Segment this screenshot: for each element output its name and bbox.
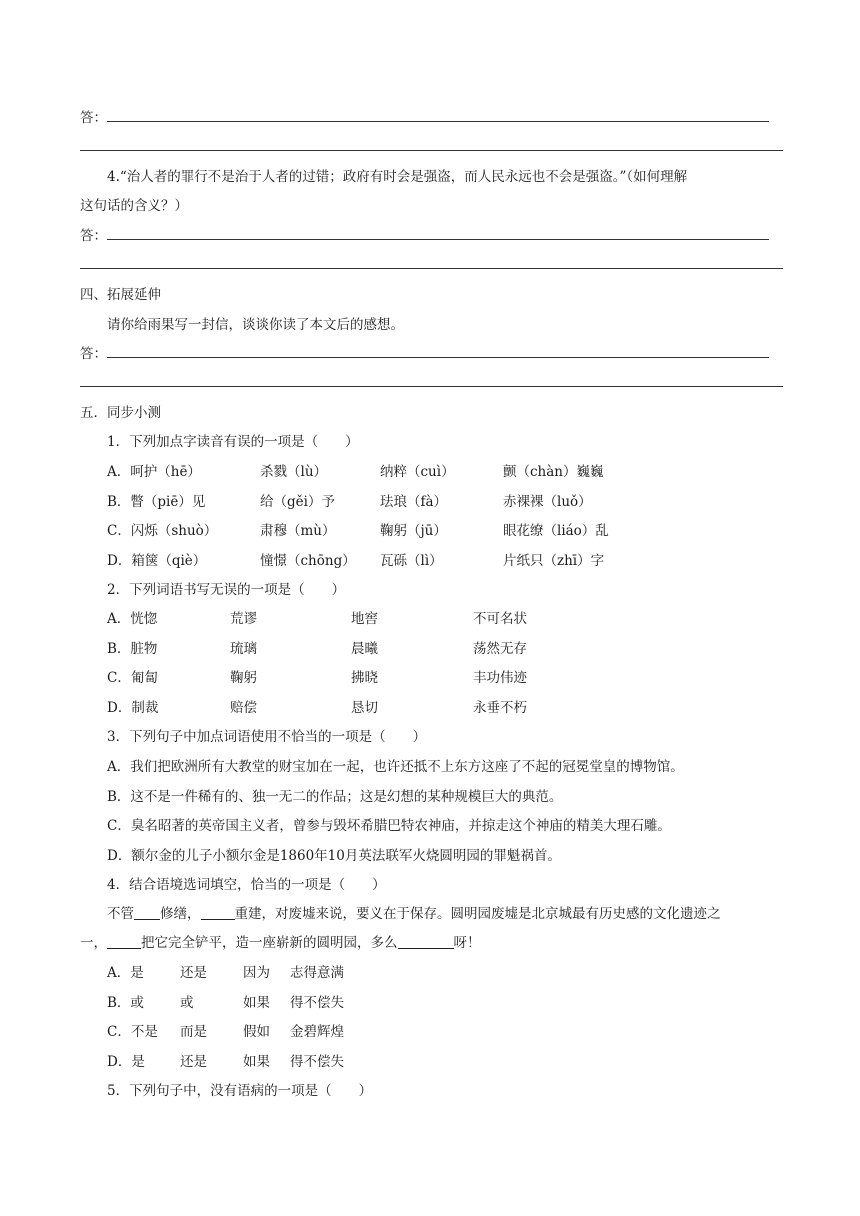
answer-line <box>107 121 769 122</box>
q4-option-cell: 得不偿失 <box>290 1053 344 1070</box>
fill-blank <box>134 905 160 920</box>
q3-option: B．这不是一件稀有的、独一无二的作品；这是幻想的某种规模巨大的典范。 <box>107 788 563 805</box>
q4-passage-text: 不管 <box>107 906 134 922</box>
q1-option-cell: B．瞥（piē）见 <box>107 493 206 510</box>
answer-line <box>80 150 783 151</box>
q4-option-cell: C．不是 <box>107 1024 158 1040</box>
q2-option-cell: 丰功伟迹 <box>473 670 527 686</box>
q2-option-cell: 荡然无存 <box>473 640 527 657</box>
q1-option-cell: 赤裸裸（luǒ） <box>503 493 592 510</box>
q4-option-cell: 得不偿失 <box>290 994 344 1011</box>
fill-blank <box>201 905 235 920</box>
q4-option-cell: 金碧辉煌 <box>290 1024 344 1040</box>
q2-option-cell: B．脏物 <box>107 640 158 657</box>
q4-passage-text: 修缮， <box>160 906 201 922</box>
q2-option-cell: 赔偿 <box>230 699 257 716</box>
question-4-text: 4.“治人者的罪行不是治于人者的过错；政府有时会是强盗，而人民永远也不会是强盗。”（如何理解 <box>107 169 688 185</box>
q4-option-cell: 而是 <box>180 1024 207 1040</box>
q2-option-cell: 晨曦 <box>351 640 378 657</box>
q4-passage-text: 一， <box>80 935 107 951</box>
question-4-text-cont: 这句话的含义？） <box>80 198 188 214</box>
fill-blank <box>398 934 454 949</box>
section-4-prompt: 请你给雨果写一封信，谈谈你读了本文后的感想。 <box>107 317 404 333</box>
q2-option-cell: 永垂不朽 <box>473 699 527 716</box>
q2-option-cell: A．恍惚 <box>107 611 158 627</box>
q1-option-cell: 肃穆（mù） <box>260 523 336 539</box>
q1-option-cell: 颤（chàn）巍巍 <box>503 464 604 480</box>
answer-label: 答： <box>80 228 107 244</box>
answer-label: 答： <box>80 110 107 126</box>
q4-option-cell: B．或 <box>107 994 144 1011</box>
q3-stem: 3．下列句子中加点词语使用不恰当的一项是（ ） <box>107 729 427 745</box>
q4-option-cell: A．是 <box>107 965 144 981</box>
q4-option-cell: 假如 <box>243 1024 270 1040</box>
q2-option-cell: 琉璃 <box>230 640 257 657</box>
q4-option-cell: 还是 <box>180 1053 207 1070</box>
q4-stem: 4．结合语境选词填空，恰当的一项是（ ） <box>107 877 386 893</box>
q1-option-cell: 瓦砾（lì） <box>380 552 443 569</box>
q3-option: D．额尔金的儿子小额尔金是1860年10月英法联军火烧圆明园的罪魁祸首。 <box>107 847 561 864</box>
q1-option-cell: 鞠躬（jū） <box>380 523 447 539</box>
q1-option-cell: 杀戮（lù） <box>260 464 328 480</box>
q1-stem: 1．下列加点字读音有误的一项是（ ） <box>107 434 359 450</box>
q4-option-cell: 因为 <box>243 965 270 981</box>
q4-option-cell: D．是 <box>107 1053 145 1070</box>
q3-option: C．臭名昭著的英帝国主义者，曾参与毁坏希腊巴特农神庙，并掠走这个神庙的精美大理石雕。 <box>107 818 671 834</box>
section-5-title: 五．同步小测 <box>80 405 161 421</box>
q4-option-cell: 如果 <box>243 1053 270 1070</box>
q2-option-cell: 鞠躬 <box>230 670 257 686</box>
q1-option-cell: A．呵护（hē） <box>107 464 201 480</box>
answer-line <box>107 357 769 358</box>
q1-option-cell: D．箱箧（qiè） <box>107 552 207 569</box>
q1-option-cell: 眼花缭（liáo）乱 <box>503 523 609 539</box>
q2-stem: 2．下列词语书写无误的一项是（ ） <box>107 582 346 598</box>
fill-blank <box>107 934 141 949</box>
q3-option: A．我们把欧洲所有大教堂的财宝加在一起，也许还抵不上东方这座了不起的冠冕堂皇的博物馆。 <box>107 759 684 775</box>
q4-passage-line1 <box>107 902 721 922</box>
answer-line <box>80 386 783 387</box>
q1-option-cell: C．闪烁（shuò） <box>107 523 218 539</box>
q4-passage-text: 把它完全铲平，造一座崭新的圆明园，多么 <box>141 935 398 951</box>
q1-option-cell: 纳粹（cuì） <box>380 464 455 480</box>
answer-label: 答： <box>80 346 107 362</box>
q5-stem: 5．下列句子中，没有语病的一项是（ ） <box>107 1083 373 1099</box>
q4-option-cell: 还是 <box>180 965 207 981</box>
q1-option-cell: 给（gěi）予 <box>260 493 335 510</box>
answer-line <box>80 268 783 269</box>
q4-option-cell: 或 <box>180 994 194 1011</box>
q4-option-cell: 如果 <box>243 994 270 1011</box>
q4-passage-line2 <box>80 931 481 951</box>
q2-option-cell: 拂晓 <box>351 670 378 686</box>
q2-option-cell: 地窖 <box>351 611 378 627</box>
answer-line <box>107 239 769 240</box>
q2-option-cell: 恳切 <box>351 699 378 716</box>
q1-option-cell: 憧憬（chōng） <box>260 552 356 569</box>
section-4-title: 四、拓展延伸 <box>80 287 161 303</box>
q4-option-cell: 志得意满 <box>290 965 344 981</box>
q4-passage-text: 呀！ <box>453 935 481 951</box>
q2-option-cell: C．匍匐 <box>107 670 158 686</box>
q1-option-cell: 珐琅（fà） <box>380 493 448 510</box>
q2-option-cell: 荒谬 <box>230 611 257 627</box>
q4-passage-text: 重建，对废墟来说，要义在于保存。圆明园废墟是北京城最有历史感的文化遗迹之 <box>234 906 721 922</box>
q1-option-cell: 片纸只（zhī）字 <box>503 552 605 569</box>
q2-option-cell: D．制裁 <box>107 699 159 716</box>
q2-option-cell: 不可名状 <box>473 611 527 627</box>
